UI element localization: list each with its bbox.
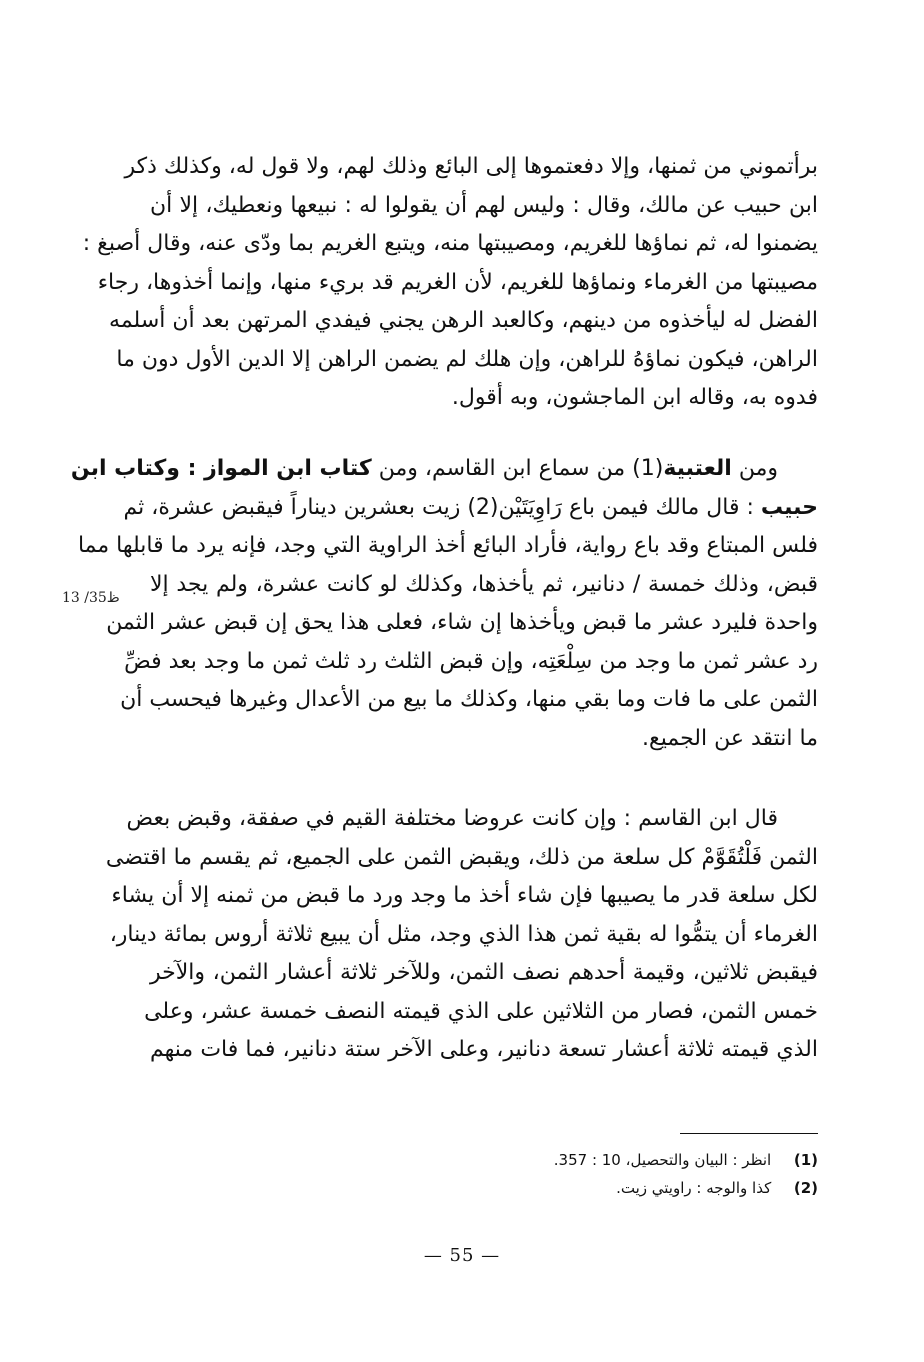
text-run: ومن — [731, 456, 778, 481]
page-number: — 55 — — [423, 1245, 501, 1266]
footnote-number: (1) — [793, 1151, 818, 1169]
text-line: ابن حبيب عن مالك، وقال : وليس لهم أن يقولوا له : نبيعها ونعطيك، إلا أن — [150, 192, 818, 218]
text-line: فلس المبتاع وقد باع رواية، فأراد البائع أخذ الراوية التي وجد، فإنه يرد ما قابلها مما — [77, 533, 818, 558]
source-title: حبيب — [760, 494, 818, 520]
text-line: خمس الثمن، فصار من الثلاثين على الذي قيمته النصف خمسة عشر، وعلى — [144, 998, 818, 1024]
text-line: الذي قيمته ثلاثة أعشار تسعة دنانير، وعلى الآخر ستة دنانير، فما فات منهم — [150, 1037, 818, 1062]
footnote-divider — [680, 1133, 818, 1134]
text-line: يضمنوا له، ثم نماؤها للغريم، ومصيبتها منه، ويتبع الغريم بما ودّى عنه، وقال أصبغ : — [82, 231, 818, 256]
text-run: (1) من سماع ابن القاسم، ومن — [371, 456, 664, 481]
footnote — [400, 1146, 818, 1174]
text-line: الثمن على ما فات وما بقي منها، وكذلك ما بيع من الأعدال وغيرها فيحسب أن — [120, 687, 818, 712]
text-line: قبض، وذلك خمسة / دنانير، ثم يأخذها، وكذلك لو كانت عشرة، ولم يجد إلا — [150, 571, 818, 597]
footnote-text: انظر : البيان والتحصيل، 10 : 357. — [553, 1151, 772, 1169]
footnote-number: (2) — [793, 1179, 818, 1197]
text-line: رد عشر ثمن ما وجد من سِلْعَتِه، وإن قبض الثلث رد ثلث ثمن ما وجد بعد فضِّ — [124, 648, 818, 674]
text-line: مصيبتها من الغرماء ونماؤها للغريم، لأن الغريم قد بريء منها، وإنما أخذوها، رجاء — [97, 269, 818, 295]
text-run: : قال مالك فيمن باع رَاوِيَتَيْن(2) زيت بعشرين ديناراً فيقبض عشرة، ثم — [123, 494, 761, 520]
paragraph-3 — [105, 800, 818, 1070]
text-line: الغرماء أن يتمُّوا له بقية ثمن هذا الذي وجد، مثل أن يبيع ثلاثة أروس بمائة دينار، — [109, 921, 818, 947]
text-line: فدوه به، وقاله ابن الماجشون، وبه أقول. — [451, 385, 818, 410]
footnote — [400, 1174, 818, 1202]
text-line — [70, 450, 818, 489]
margin-folio-note: 13 /35ظ — [62, 590, 120, 606]
footnote-text: كذا والوجه : راويتي زيت. — [616, 1179, 772, 1197]
text-line: الراهن، فيكون نماؤهُ للراهن، وإن هلك لم يضمن الراهن إلا الدين الأول دون ما — [116, 346, 818, 372]
text-line: ما انتقد عن الجميع. — [642, 725, 818, 751]
text-line: فيقبض ثلاثين، وقيمة أحدهم نصف الثمن، وللآخر ثلاثة أعشار الثمن، والآخر — [150, 960, 818, 985]
text-line — [123, 489, 818, 528]
paragraph-1 — [82, 148, 818, 418]
source-title: كتاب ابن المواز : وكتاب ابن — [70, 456, 372, 481]
text-line: واحدة فليرد عشر ما قبض ويأخذها إن شاء، فعلى هذا يحق إن قبض عشر الثمن — [106, 610, 818, 635]
text-line: لكل سلعة قدر ما يصيبها فإن شاء أخذ ما وجد ورد ما قبض من ثمنه إلا أن يشاء — [111, 883, 818, 908]
source-title: العتبية — [663, 456, 732, 481]
footnotes — [400, 1146, 818, 1202]
text-line: قال ابن القاسم : وإن كانت عروضا مختلفة القيم في صفقة، وقبض بعض — [126, 806, 778, 831]
text-line: الفضل له ليأخذوه من دينهم، وكالعبد الرهن يجني فيفدي المرتهن بعد أن أسلمه — [109, 308, 818, 333]
text-line: برأتموني من ثمنها، وإلا دفعتموها إلى البائع وذلك لهم، ولا قول له، وكذلك ذكر — [124, 154, 818, 179]
text-line: الثمن فَلْتُقَوَّمْ كل سلعة من ذلك، ويقبض الثمن على الجميع، ثم يقسم ما اقتضى — [105, 844, 818, 870]
